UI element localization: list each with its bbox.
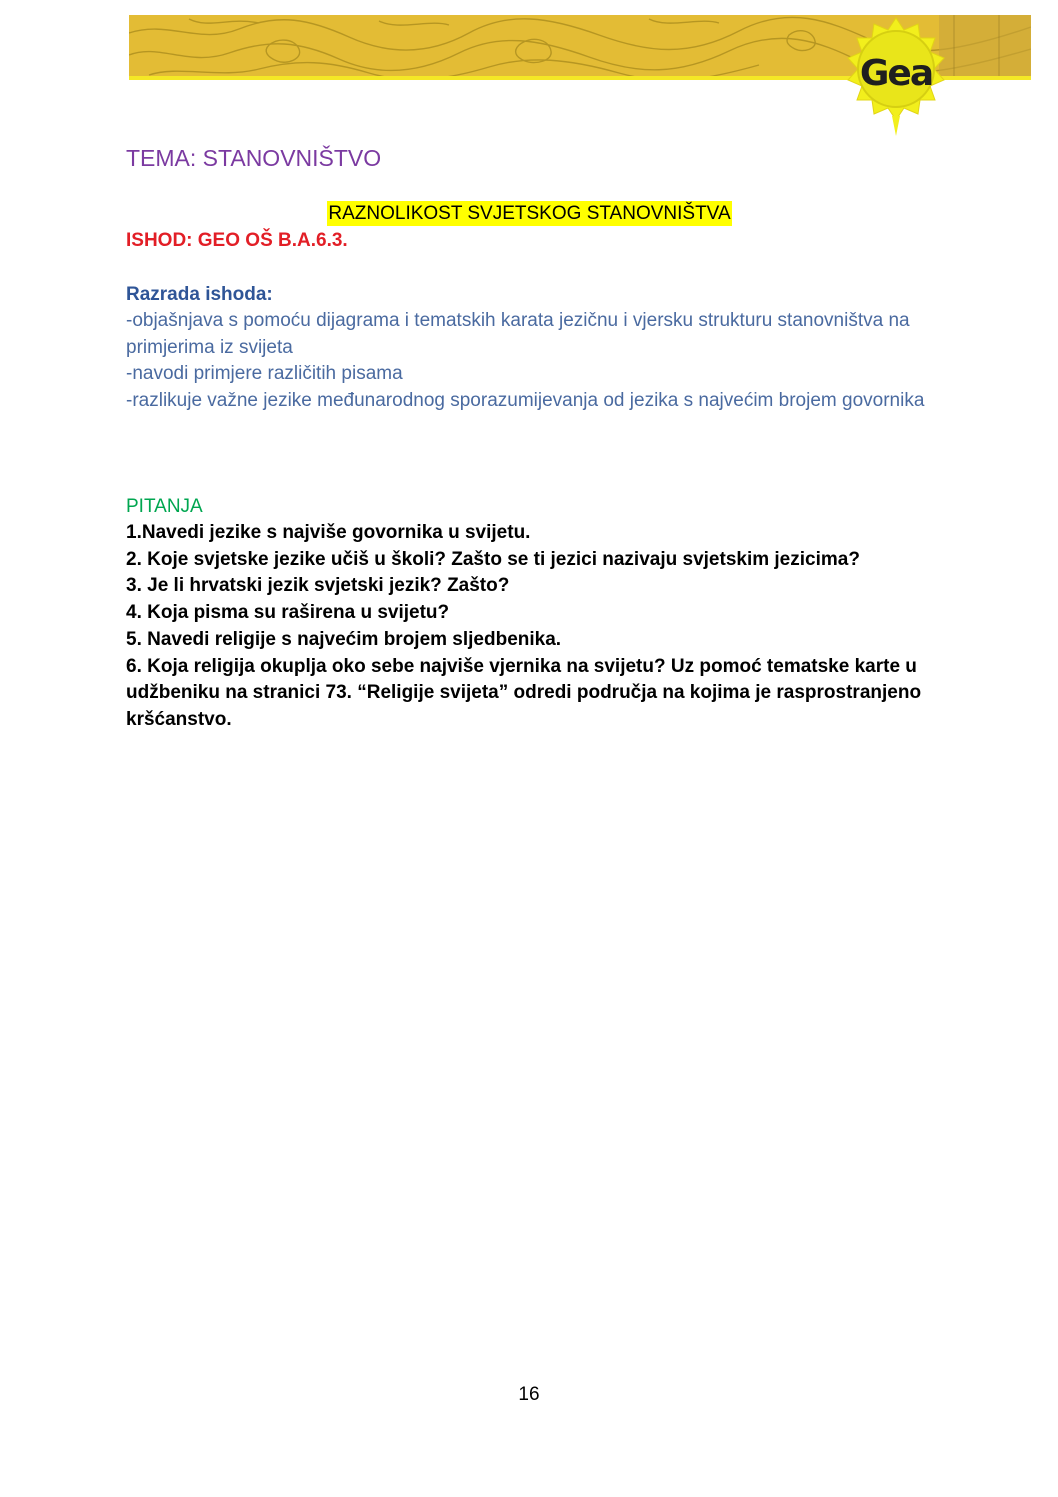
elaboration-item: -navodi primjere različitih pisama [126, 363, 403, 385]
question-item: 1.Navedi jezike s najviše govornika u svijetu. [126, 522, 531, 543]
topic-title: TEMA: STANOVNIŠTVO [126, 145, 382, 171]
lesson-title: RAZNOLIKOST SVJETSKOG STANOVNIŠTVA [328, 203, 731, 224]
elaboration-item: -razlikuje važne jezike međunarodnog sporazumijevanja od jezika s najvećim brojem govornika [126, 390, 925, 412]
logo-text: Gea [859, 53, 933, 94]
outcome-code: ISHOD: GEO OŠ B.A.6.3. [126, 230, 348, 251]
page-number: 16 [518, 1384, 540, 1405]
elaboration-title: Razrada ishoda: [126, 284, 273, 305]
gea-logo [842, 16, 950, 138]
question-item: 5. Navedi religije s najvećim brojem sljedbenika. [126, 628, 562, 650]
question-item: 4. Koja pisma su raširena u svijetu? [126, 602, 450, 624]
question-item: 2. Koje svjetske jezike učiš u školi? Zašto se ti jezici nazivaju svjetskim jezicima? [126, 548, 860, 570]
elaboration-item: -objašnjava s pomoću dijagrama i tematskih karata jezičnu i vjersku strukturu stanovništva na primjerima iz svijeta [126, 310, 910, 358]
question-item: 3. Je li hrvatski jezik svjetski jezik? Zašto? [126, 575, 510, 597]
questions-title: PITANJA [126, 496, 203, 517]
lesson-title-container [0, 201, 1058, 226]
questions-list [126, 520, 926, 734]
question-item: 6. Koja religija okuplja oko sebe najviše vjernika na svijetu? Uz pomoć tematske karte u udžbeniku na stranici 73. “Religije svijeta” odredi područja na kojima je rasprostranjeno kršćanstvo. [126, 655, 922, 730]
elaboration-list [126, 308, 926, 415]
